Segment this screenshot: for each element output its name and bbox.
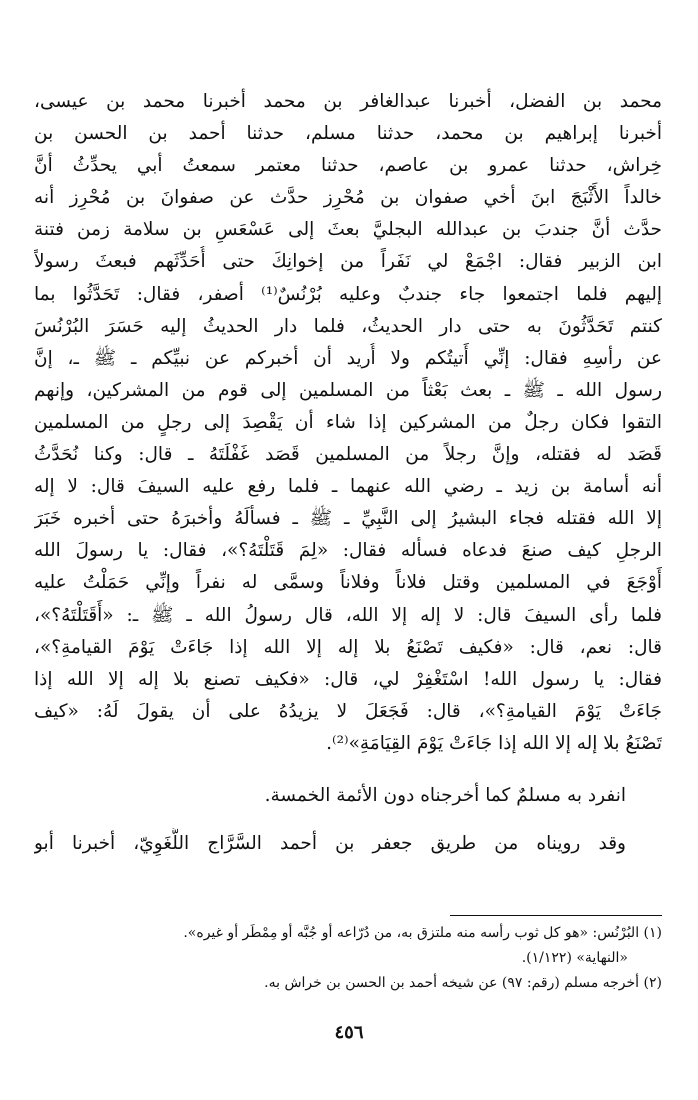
footnote-divider <box>450 915 662 916</box>
last-line: وقد رويناه من طريق جعفر بن أحمد السَّرَّاج اللُّغَوِيّ، أخبرنا أبو <box>34 833 626 855</box>
text-line: ابن الزبير فقال: اجْمَعْ لي نَفَراً من إخوانِكَ حتى أُحَدِّثَهم فبعثَ رسولاً <box>34 251 662 273</box>
text-line: قَصَد له فقتله، وإنَّ رجلاً من المسلمين قَصَد غَفْلَتَهُ ـ قال: وكنا نُحَدَّثُ <box>34 444 662 466</box>
text-line: عن رأسِهِ فقال: إنِّي أَتيتُكم ولا أُريد أن أخبركم عن نبيِّكم ـ ﷺ ـ، إنَّ <box>34 347 662 369</box>
text-line: فقال: يا رسول الله! اسْتَغْفِرْ لي، قال: «فكيف تصنع بلا إله إلا الله إذا <box>34 668 662 690</box>
text-line: إلا الله فقتله فجاء البشيرُ إلى النَّبِيِّ ـ ﷺ ـ فسألَهُ وأخبرَهُ حتى أخبره خَبَرَ <box>34 508 662 530</box>
main-text <box>34 86 662 860</box>
text-line: التقوا فكان رجلٌ من المشركين إذا شاء أن يَقْصِدَ إلى رجلٍ من المسلمين <box>34 411 662 433</box>
text-line: جَاءَتْ يَوْمَ القيامةِ؟»، قال: فَجَعَلَ لا يزيدُهُ على أن يقولَ لَهُ: «كيف <box>34 700 662 722</box>
text-line: أنه أسامة بن زيد ـ رضي الله عنهما ـ فلما رفع عليه السيفَ قال: لا إله <box>34 476 662 498</box>
text-line: الرجلِ كيف صنعَ فدعاه فسأله فقال: «لِمَ قَتَلْتَهُ؟»، فقال: يا رسولَ الله <box>34 540 662 562</box>
text-line: أَوْجَعَ في المسلمين وقتل فلاناً وفلاناً وسمَّى له نفراً وإنِّي حَمَلْتُ عليه <box>34 572 662 594</box>
text-line: خالداً الأَثْبَجَ ابنَ أخي صفوان بن مُحْرِز حدَّث عن صفوانَ بن مُحْرِز أنه <box>34 187 662 209</box>
page-number: ٤٥٦ <box>334 1022 364 1043</box>
text-line: خِراش، حدثنا عمرو بن عاصم، حدثنا معتمر سمعتُ أبي يحدِّثُ أنَّ <box>34 155 662 177</box>
text-line: رسول الله ـ ﷺ ـ بعث بَعْثاً من المسلمين إلى قوم من المشركين، وإنهم <box>34 379 662 401</box>
footnote-1: (١) البُرْنُس: «هو كل ثوب رأسه منه ملتزق به، من دُرّاعه أو جُبَّه أو مِمْطَر أو غيره». <box>183 925 662 941</box>
footnotes <box>34 921 662 996</box>
footnote-1-continuation: «النهاية» (١/١٢٢). <box>521 950 628 966</box>
text-line: إليهم فلما اجتمعوا جاء جندبٌ وعليه بُرْنُسٌ⁽¹⁾ أصفر، فقال: تَحَدَّثُوا بما <box>34 283 662 305</box>
text-line: فلما رأى السيفَ قال: لا إله إلا الله، قال رسولُ الله ـ ﷺ ـ: «أَقَتَلْتَهُ؟»، <box>34 604 662 626</box>
text-line: تَصْنَعُ بلا إله إلا الله إذا جَاءَتْ يَوْمَ القِيَامَةِ»⁽²⁾. <box>326 732 662 754</box>
text-line: أخبرنا إبراهيم بن محمد، حدثنا مسلم، حدثنا أحمد بن الحسن بن <box>34 123 662 145</box>
note-line: انفرد به مسلمٌ كما أخرجناه دون الأئمة الخمسة. <box>264 784 626 806</box>
text-line: قال: نعم، قال: «فكيف تَصْنَعُ بلا إله إلا الله إذا جَاءَتْ يَوْمَ القيامةِ؟»، <box>34 636 662 658</box>
text-line: كنتم تَحَدَّثُونَ به حتى دار الحديثُ، فلما دار الحديثُ إليه حَسَرَ البُرْنُسَ <box>34 315 662 337</box>
text-line: محمد بن الفضل، أخبرنا عبدالغافر بن محمد أخبرنا محمد بن عيسى، <box>34 91 662 112</box>
footnote-2: (٢) أخرجه مسلم (رقم: ٩٧) عن شيخه أحمد بن الحسن بن خراش به. <box>264 975 662 991</box>
text-line: حدَّث أنَّ جندبَ بن عبدالله البجليَّ بعثَ إلى عَسْعَسِ بن سلامة زمن فتنة <box>34 219 662 241</box>
